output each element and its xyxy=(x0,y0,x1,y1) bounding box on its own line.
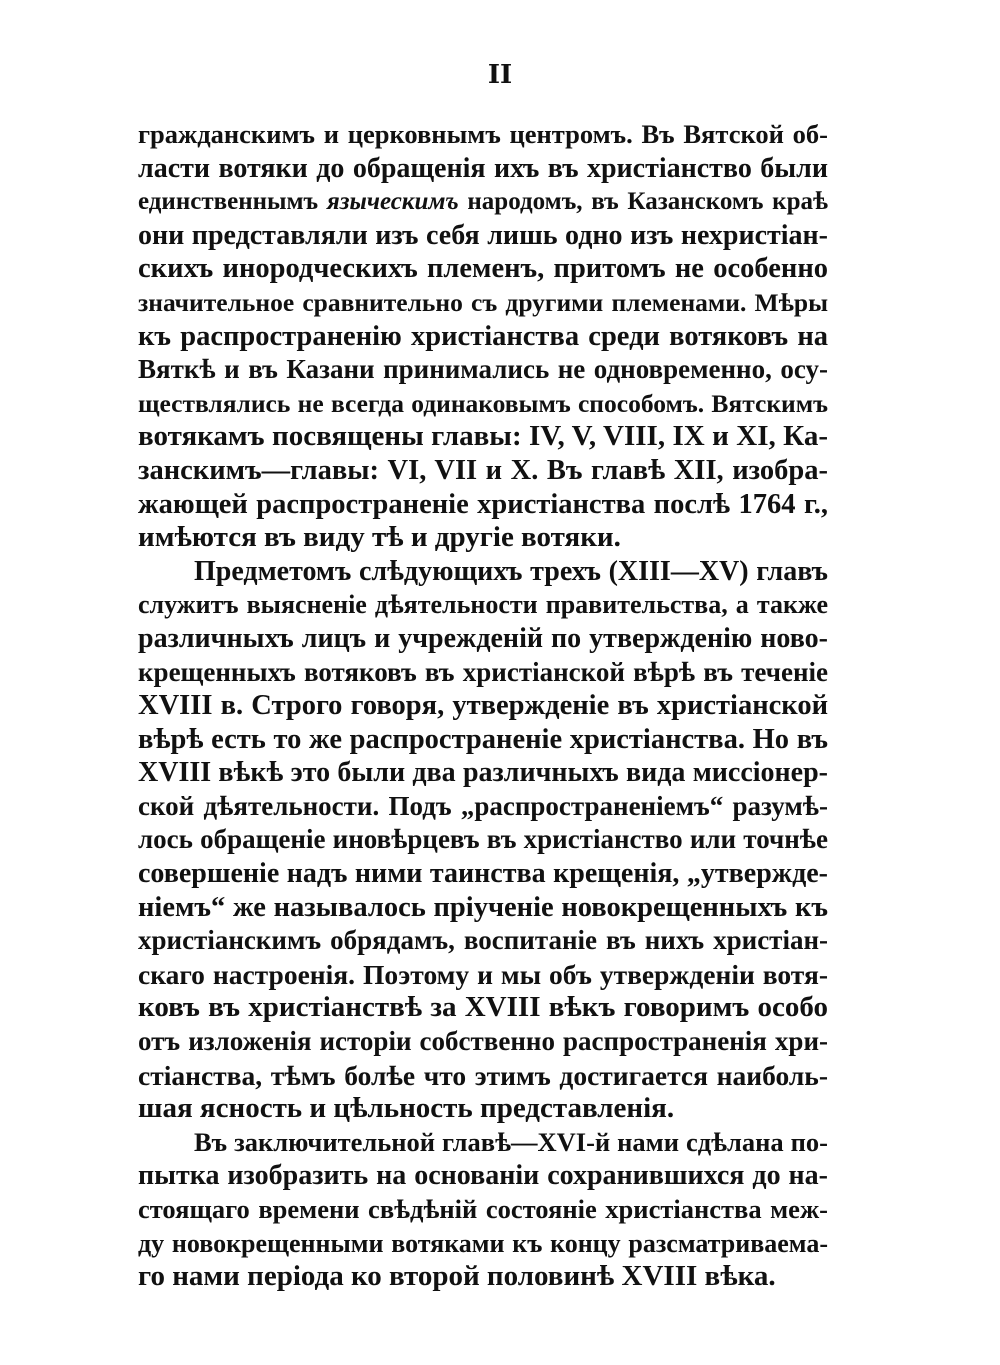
text-line: ду новокрещенными вотяками къ концу разсматриваема- xyxy=(138,1228,828,1258)
text-line: Предметомъ слѣдующихъ трехъ (XIII—XV) главъ xyxy=(194,555,828,587)
text-line: занскимъ—главы: VI, VII и X. Въ главѣ XII, изобра- xyxy=(138,454,828,486)
text-line: имѣются въ виду тѣ и другіе вотяки. xyxy=(138,521,621,554)
text-segment: единственнымъ xyxy=(138,188,327,216)
text-line: пытка изобразить на основаніи сохранившихся до на- xyxy=(138,1160,828,1192)
text-segment: народомъ, въ Казанскомъ краѣ xyxy=(458,188,828,216)
text-line xyxy=(138,185,828,219)
text-line: совершеніе надъ ними таинства крещенія, „утвержде- xyxy=(138,858,828,890)
text-line: скаго настроенія. Поэтому и мы объ утвержденіи вотя- xyxy=(138,958,828,990)
text-line: ковъ въ христіанствѣ за XVIII вѣкъ говоримъ особо xyxy=(138,991,828,1024)
text-line: крещенныхъ вотяковъ въ христіанской вѣрѣ въ теченіе xyxy=(138,656,828,687)
text-line: XVIII вѣкѣ это были два различныхъ вида миссіонер- xyxy=(138,757,828,789)
text-line: скихъ инородческихъ племенъ, притомъ не особенно xyxy=(138,253,828,285)
text-line: вѣрѣ есть то же распространеніе христіанства. Но въ xyxy=(138,723,828,755)
text-line: значительное сравнительно съ другими племенами. Мѣры xyxy=(138,287,828,317)
text-line: вотякамъ посвящены главы: IV, V, VIII, IX и XI, Ка- xyxy=(138,420,828,453)
text-line: они представляли изъ себя лишь одно изъ нехристіан- xyxy=(138,219,828,251)
text-line: Вяткѣ и въ Казани принимались не одновременно, осу- xyxy=(138,354,828,385)
text-line: гражданскимъ и церковнымъ центромъ. Въ Вятской об- xyxy=(138,119,828,149)
text-line: шая ясность и цѣльность представленія. xyxy=(138,1092,675,1125)
body-text xyxy=(138,118,828,1294)
text-line: различныхъ лицъ и учрежденій по утвержденію ново- xyxy=(138,622,828,654)
text-line: жающей распространеніе христіанства послѣ 1764 г., xyxy=(138,488,828,520)
text-line: Въ заключительной главѣ—XVI-й нами сдѣлана по- xyxy=(194,1126,828,1157)
text-line: отъ изложенія исторіи собственно распространенія хри- xyxy=(138,1026,828,1057)
text-line: стоящаго времени свѣдѣній состояніе христіанства меж- xyxy=(138,1194,828,1224)
text-line: го нами періода ко второй половинѣ XVIII вѣка. xyxy=(138,1260,776,1293)
text-line: XVIII в. Строго говоря, утвержденіе въ христіанской xyxy=(138,690,828,722)
page-number: II xyxy=(487,60,513,90)
text-line: лось обращеніе иновѣрцевъ въ христіанство или точнѣе xyxy=(138,824,828,855)
text-line: ской дѣятельности. Подъ „распространеніемъ“ разумѣ- xyxy=(138,790,828,821)
text-line: христіанскимъ обрядамъ, воспитаніе въ нихъ христіан- xyxy=(138,925,828,956)
text-line: ществлялись не всегда одинаковымъ способомъ. Вятскимъ xyxy=(138,388,828,418)
text-line: ласти вотяки до обращенія ихъ въ христіанство были xyxy=(138,152,828,184)
text-line: ніемъ“ же называлось пріученіе новокрещенныхъ къ xyxy=(138,891,828,923)
text-line: къ распространенію христіанства среди вотяковъ на xyxy=(138,320,828,352)
text-line: служитъ выясненіе дѣятельности правительства, а также xyxy=(138,590,828,620)
italic-word: языческимъ xyxy=(326,188,459,216)
text-line: стіанства, тѣмъ болѣе что этимъ достигается наиболь- xyxy=(138,1059,828,1091)
